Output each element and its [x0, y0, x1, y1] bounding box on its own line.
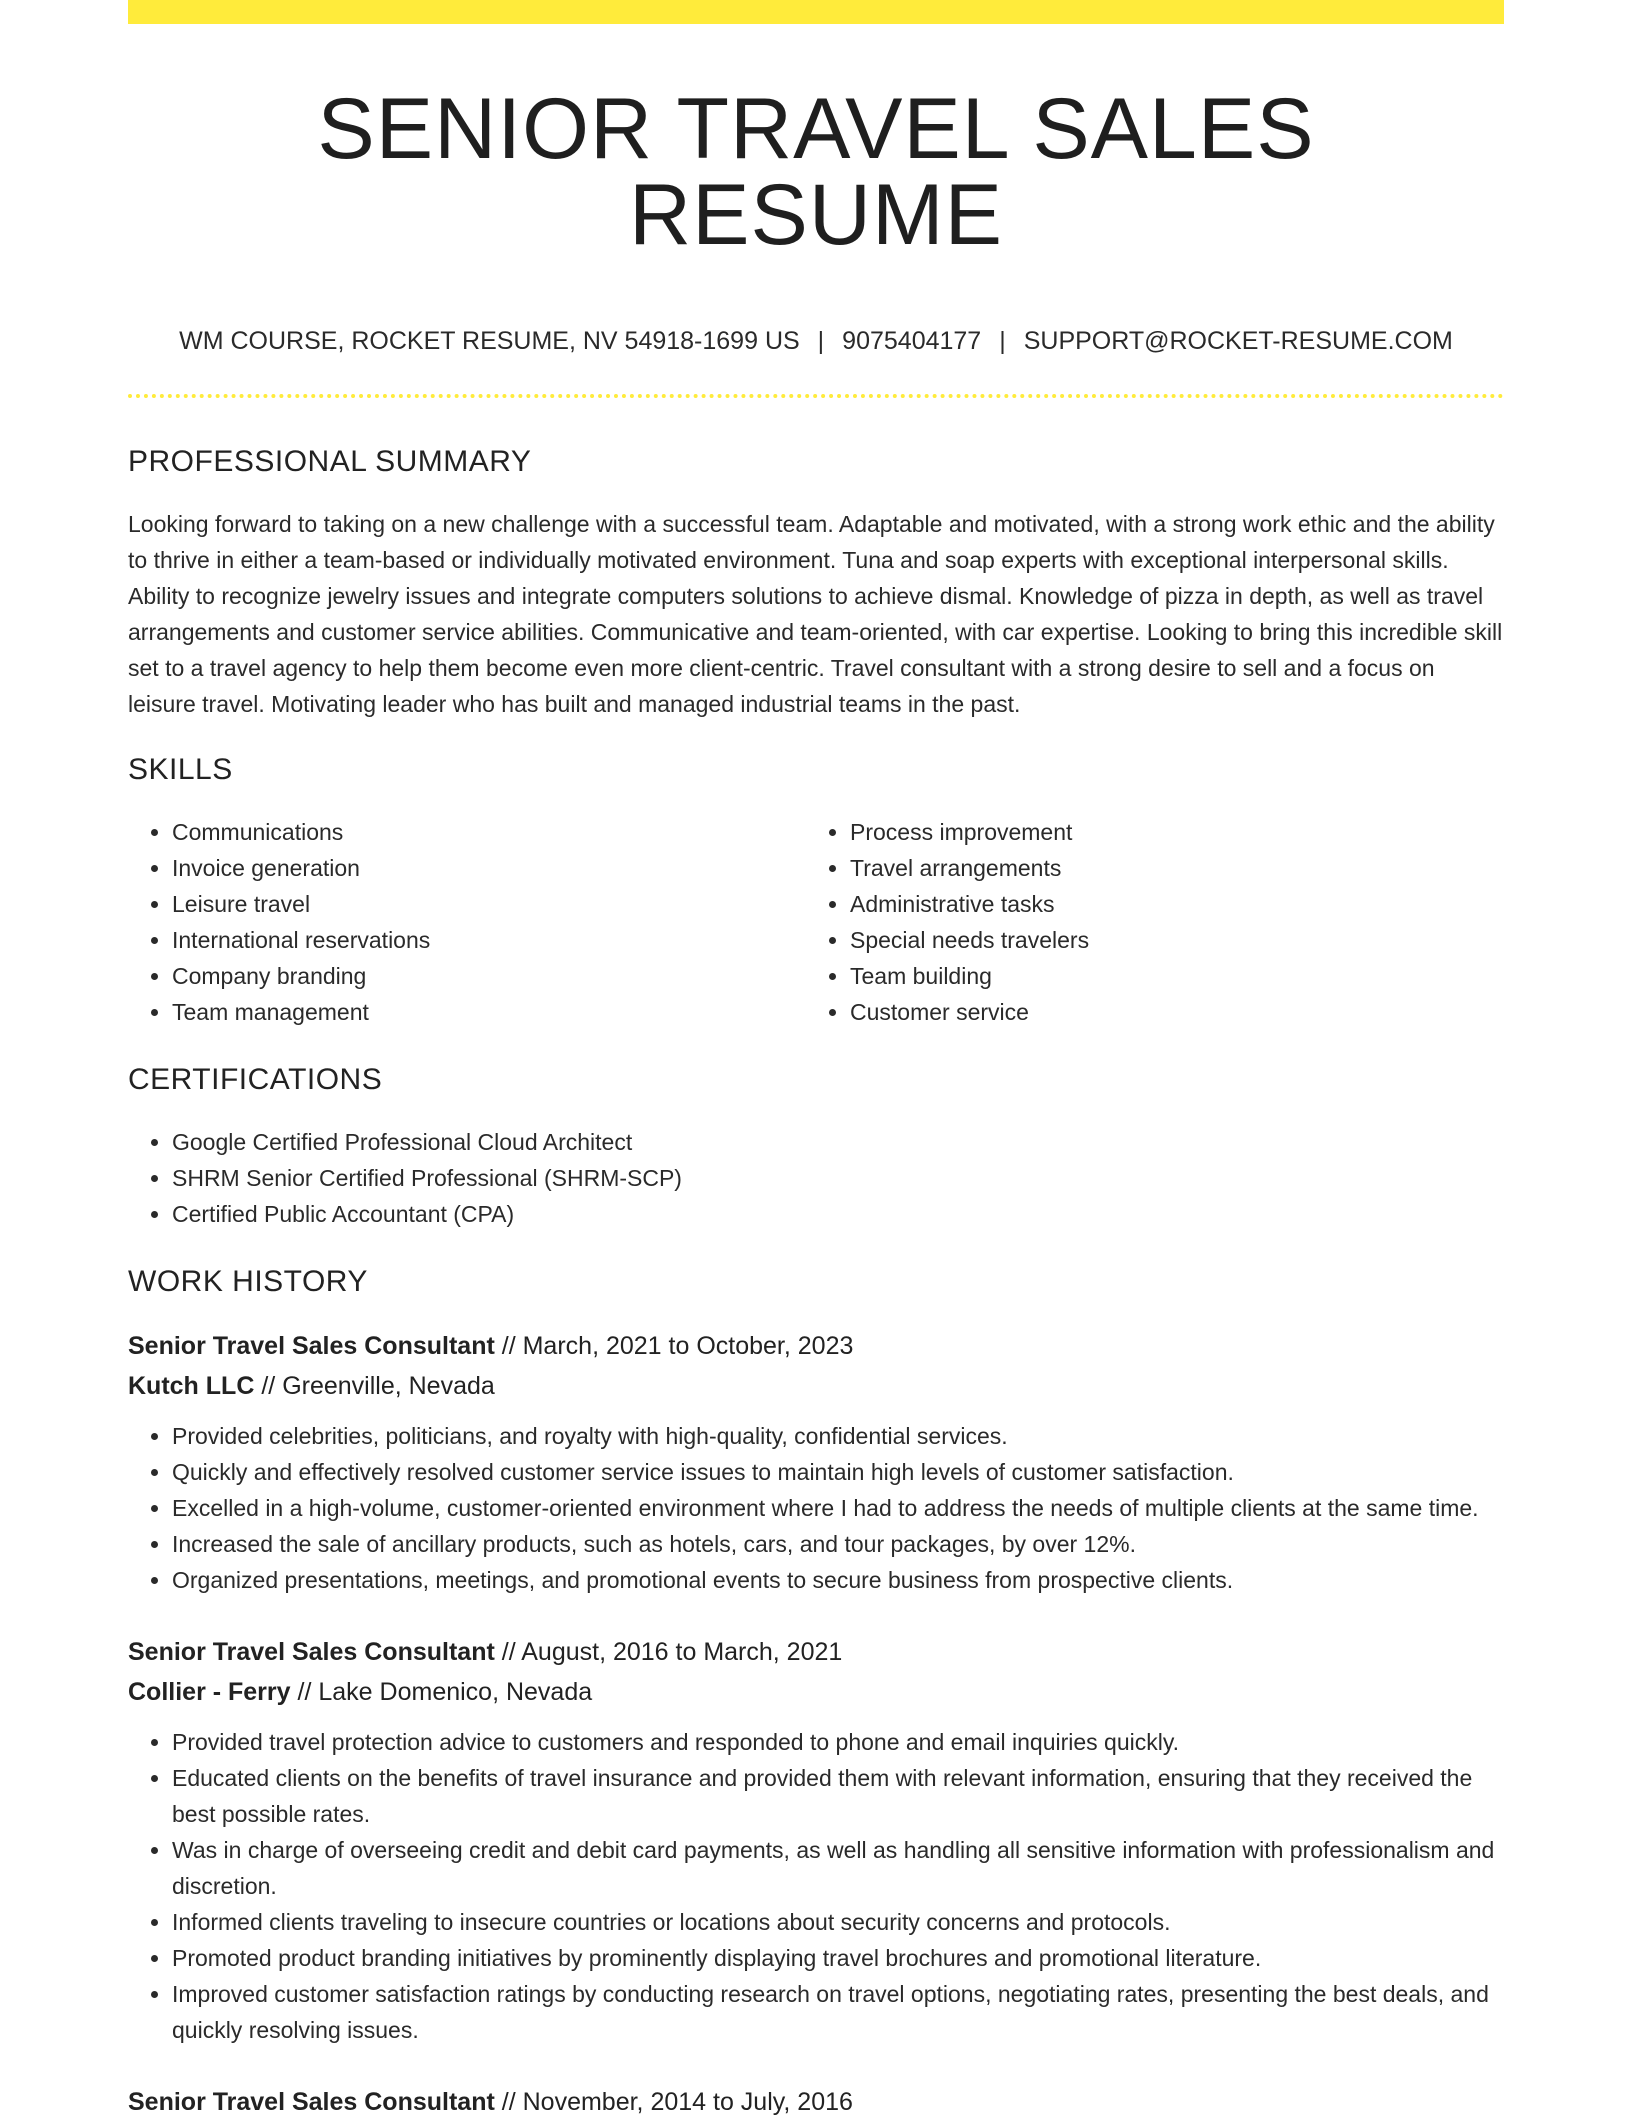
job-bullet: • Was in charge of overseeing credit and debit card payments, as well as handling all sensitive information with professionalism and discretion. [172, 1832, 1504, 1904]
job-bullet: • Improved customer satisfaction ratings by conducting research on travel options, negotiating rates, presenting the best deals, and quickly resolving issues. [172, 1976, 1504, 2048]
job-role-line [128, 1632, 1504, 1672]
work-history-heading: WORK HISTORY [128, 1265, 368, 1298]
job-role: Senior Travel Sales Consultant [128, 1638, 495, 1666]
skill-item: • Leisure travel [172, 886, 806, 922]
job-divider: // [501, 1638, 516, 1666]
certifications-heading: CERTIFICATIONS [128, 1063, 383, 1096]
job-entry [128, 2082, 1504, 2122]
job-company-line [128, 1672, 1504, 1712]
contact-line [128, 326, 1504, 356]
job-role-line [128, 2082, 1504, 2122]
skill-item: • Travel arrangements [850, 850, 1504, 886]
job-bullet: • Educated clients on the benefits of travel insurance and provided them with relevant information, ensuring that they received the best possible rates. [172, 1760, 1504, 1832]
skills-heading: SKILLS [128, 753, 233, 786]
job-location: Greenville, Nevada [282, 1372, 495, 1400]
contact-email: SUPPORT@ROCKET-RESUME.COM [1023, 327, 1453, 355]
job-bullet: • Increased the sale of ancillary products, such as hotels, cars, and tour packages, by over 12%. [172, 1526, 1504, 1562]
job-bullet: • Provided travel protection advice to customers and responded to phone and email inquiries quickly. [172, 1724, 1504, 1760]
job-bullet: • Promoted product branding initiatives by prominently displaying travel brochures and promotional literature. [172, 1940, 1504, 1976]
skill-item: • Administrative tasks [850, 886, 1504, 922]
job-divider: // [501, 1332, 516, 1360]
job-divider: // [261, 1372, 276, 1400]
job-company: Collier - Ferry [128, 1678, 291, 1706]
contact-separator: | [999, 327, 1006, 355]
job-divider: // [501, 2088, 516, 2116]
summary-text: Looking forward to taking on a new challenge with a successful team. Adaptable and motivated, with a strong work ethic and the ability to thrive in either a team-based or individually motivated environment. Tuna and soap experts with exceptional interpersonal skills. Ability to recognize jewelry issues and integrate computers solutions to achieve dismal. Knowledge of pizza in depth, as well as travel arrangements and customer service abilities. Communicative and team-oriented, with car expertise. Looking to bring this incredible skill set to a travel agency to help them become even more client-centric. Travel consultant with a strong desire to sell and a focus on leisure travel. Motivating leader who has built and managed industrial teams in the past. [128, 511, 1503, 717]
skill-item: • Special needs travelers [850, 922, 1504, 958]
job-bullet: • Quickly and effectively resolved customer service issues to maintain high levels of customer satisfaction. [172, 1454, 1504, 1490]
resume-content [128, 0, 1504, 2122]
skill-item: • Team building [850, 958, 1504, 994]
job-dates: August, 2016 to March, 2021 [521, 1638, 843, 1666]
skill-item: • Invoice generation [172, 850, 806, 886]
skill-item: • Customer service [850, 994, 1504, 1030]
contact-phone: 9075404177 [842, 327, 982, 355]
skill-item: • Team management [172, 994, 806, 1030]
job-entry [128, 1632, 1504, 2048]
job-dates: November, 2014 to July, 2016 [522, 2088, 853, 2116]
job-entry [128, 1326, 1504, 1598]
skills-grid [128, 814, 1504, 1030]
job-role: Senior Travel Sales Consultant [128, 1332, 495, 1360]
contact-address: WM COURSE, ROCKET RESUME, NV 54918-1699 US [179, 327, 800, 355]
top-accent-bar [128, 0, 1504, 24]
skills-list-left [128, 814, 806, 1030]
job-role: Senior Travel Sales Consultant [128, 2088, 495, 2116]
certification-item: • SHRM Senior Certified Professional (SHRM-SCP) [172, 1160, 1504, 1196]
skill-item: • Company branding [172, 958, 806, 994]
certifications-list [128, 1124, 1504, 1232]
job-company: Kutch LLC [128, 1372, 255, 1400]
skill-item: • International reservations [172, 922, 806, 958]
certification-item: • Certified Public Accountant (CPA) [172, 1196, 1504, 1232]
job-bullets [128, 1724, 1504, 2048]
certification-item: • Google Certified Professional Cloud Architect [172, 1124, 1504, 1160]
job-dates: March, 2021 to October, 2023 [522, 1332, 854, 1360]
job-location: Lake Domenico, Nevada [318, 1678, 593, 1706]
job-bullet: • Excelled in a high-volume, customer-oriented environment where I had to address the needs of multiple clients at the same time. [172, 1490, 1504, 1526]
contact-separator: | [817, 327, 825, 355]
skills-list-right [806, 814, 1504, 1030]
dotted-divider [128, 394, 1504, 398]
skill-item: • Process improvement [850, 814, 1504, 850]
job-bullet: • Organized presentations, meetings, and promotional events to secure business from prospective clients. [172, 1562, 1504, 1598]
job-role-line [128, 1326, 1504, 1366]
summary-heading: PROFESSIONAL SUMMARY [128, 445, 532, 478]
resume-title: SENIOR TRAVEL SALES RESUME [317, 81, 1315, 263]
job-bullet: • Provided celebrities, politicians, and royalty with high-quality, confidential services. [172, 1418, 1504, 1454]
job-bullet: • Informed clients traveling to insecure countries or locations about security concerns and protocols. [172, 1904, 1504, 1940]
job-divider: // [297, 1678, 312, 1706]
job-bullets [128, 1418, 1504, 1598]
skill-item: • Communications [172, 814, 806, 850]
job-company-line [128, 1366, 1504, 1406]
